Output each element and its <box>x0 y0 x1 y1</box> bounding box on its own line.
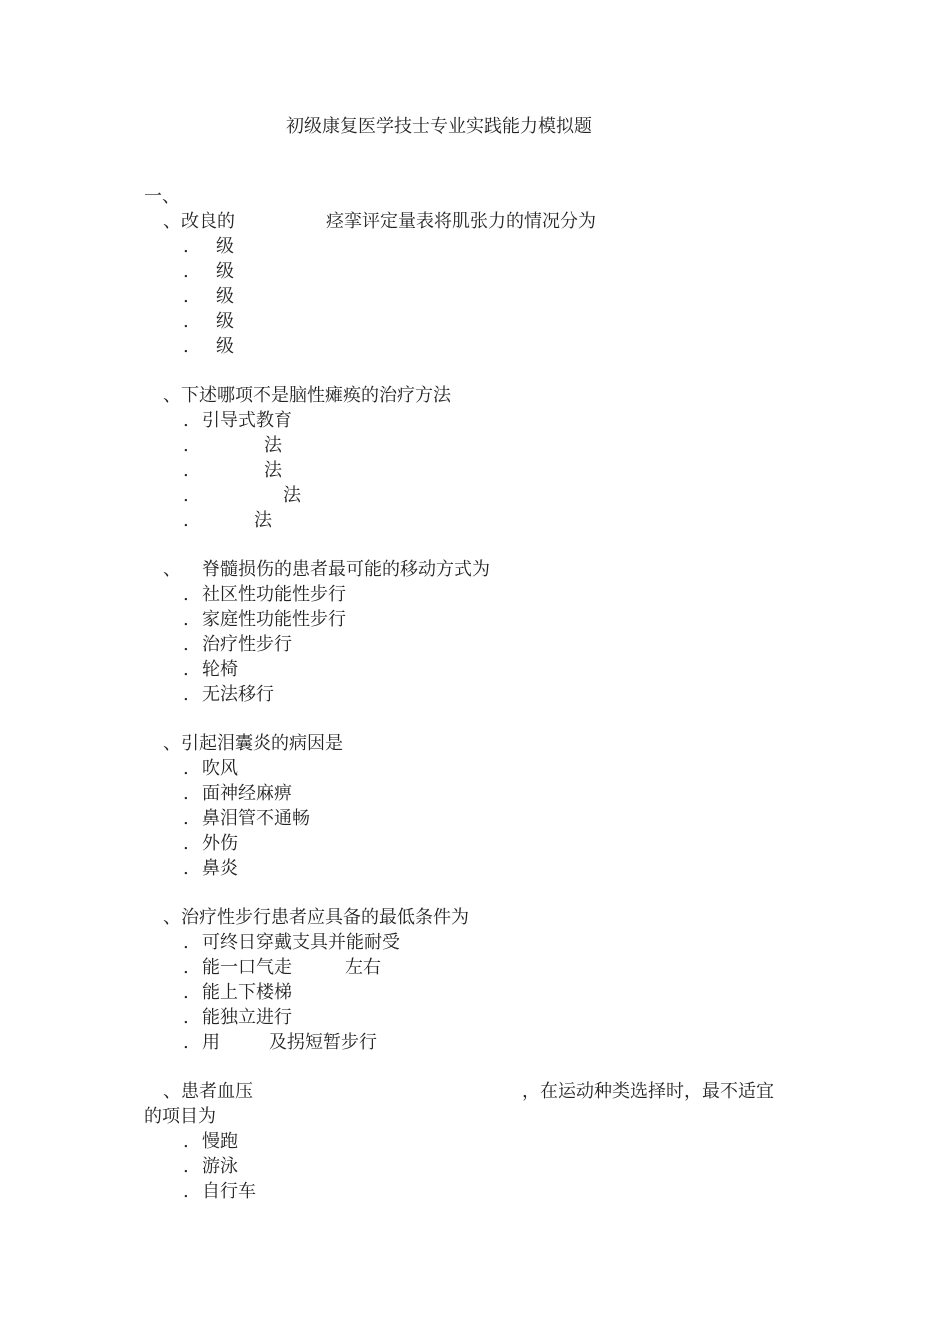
option-text: 引导式教育 <box>202 410 292 431</box>
option-text: 级 <box>216 261 234 282</box>
option-text: 自行车 <box>202 1181 256 1202</box>
option-text: 级 <box>216 336 234 357</box>
option-dot: . <box>183 510 189 531</box>
question-stem: 、患者血压 <box>163 1081 253 1102</box>
option-text: 级 <box>216 236 234 257</box>
option-text: 级 <box>216 286 234 307</box>
option-dot: . <box>183 609 189 630</box>
option-dot: . <box>183 634 189 655</box>
option-tail: 及拐短暂步行 <box>269 1032 377 1053</box>
question-stem: 、治疗性步行患者应具备的最低条件为 <box>163 907 469 928</box>
option-dot: . <box>183 957 189 978</box>
option-dot: . <box>183 833 189 854</box>
option-text: 鼻泪管不通畅 <box>202 808 310 829</box>
option-text: 治疗性步行 <box>202 634 292 655</box>
option-text: 法 <box>283 485 301 506</box>
option-dot: . <box>183 584 189 605</box>
option-text: 游泳 <box>202 1156 238 1177</box>
option-text: 外伤 <box>202 833 238 854</box>
question-stem: 、下述哪项不是脑性瘫痪的治疗方法 <box>163 385 451 406</box>
option-text: 法 <box>254 510 272 531</box>
option-dot: . <box>183 758 189 779</box>
option-dot: . <box>183 1032 189 1053</box>
question-stem-tail: 痉挛评定量表将肌张力的情况分为 <box>326 211 596 232</box>
option-dot: . <box>183 1131 189 1152</box>
option-dot: . <box>183 808 189 829</box>
question-stem: 、引起泪囊炎的病因是 <box>163 733 343 754</box>
option-text: 级 <box>216 311 234 332</box>
option-text: 面神经麻痹 <box>202 783 292 804</box>
option-text: 能一口气走 <box>202 957 292 978</box>
option-tail: 左右 <box>345 957 381 978</box>
option-text: 能独立进行 <box>202 1007 292 1028</box>
option-text: 法 <box>264 460 282 481</box>
question-stem: 、 <box>163 559 181 580</box>
option-text: 无法移行 <box>202 684 274 705</box>
option-dot: . <box>183 460 189 481</box>
option-text: 鼻炎 <box>202 858 238 879</box>
option-dot: . <box>183 435 189 456</box>
option-dot: . <box>183 659 189 680</box>
option-dot: . <box>183 932 189 953</box>
option-dot: . <box>183 982 189 1003</box>
option-text: 轮椅 <box>202 659 238 680</box>
option-text: 家庭性功能性步行 <box>202 609 346 630</box>
option-dot: . <box>183 410 189 431</box>
question-stem-tail: ，在运动种类选择时，最不适宜 <box>522 1081 774 1102</box>
document-title: 初级康复医学技士专业实践能力模拟题 <box>286 116 592 137</box>
option-dot: . <box>183 261 189 282</box>
option-dot: . <box>183 1156 189 1177</box>
option-text: 吹风 <box>202 758 238 779</box>
option-dot: . <box>183 1181 189 1202</box>
option-text: 可终日穿戴支具并能耐受 <box>202 932 400 953</box>
option-dot: . <box>183 286 189 307</box>
option-text: 慢跑 <box>202 1131 238 1152</box>
option-dot: . <box>183 485 189 506</box>
question-stem: 、改良的 <box>163 211 235 232</box>
option-dot: . <box>183 684 189 705</box>
option-text: 能上下楼梯 <box>202 982 292 1003</box>
option-dot: . <box>183 311 189 332</box>
option-dot: . <box>183 858 189 879</box>
option-dot: . <box>183 1007 189 1028</box>
section-heading: 一、 <box>144 186 180 207</box>
option-dot: . <box>183 236 189 257</box>
question-stem-tail: 脊髓损伤的患者最可能的移动方式为 <box>202 559 490 580</box>
option-text: 法 <box>264 435 282 456</box>
option-dot: . <box>183 783 189 804</box>
question-stem-line2: 的项目为 <box>144 1106 216 1127</box>
option-text: 社区性功能性步行 <box>202 584 346 605</box>
option-dot: . <box>183 336 189 357</box>
option-text: 用 <box>202 1032 220 1053</box>
